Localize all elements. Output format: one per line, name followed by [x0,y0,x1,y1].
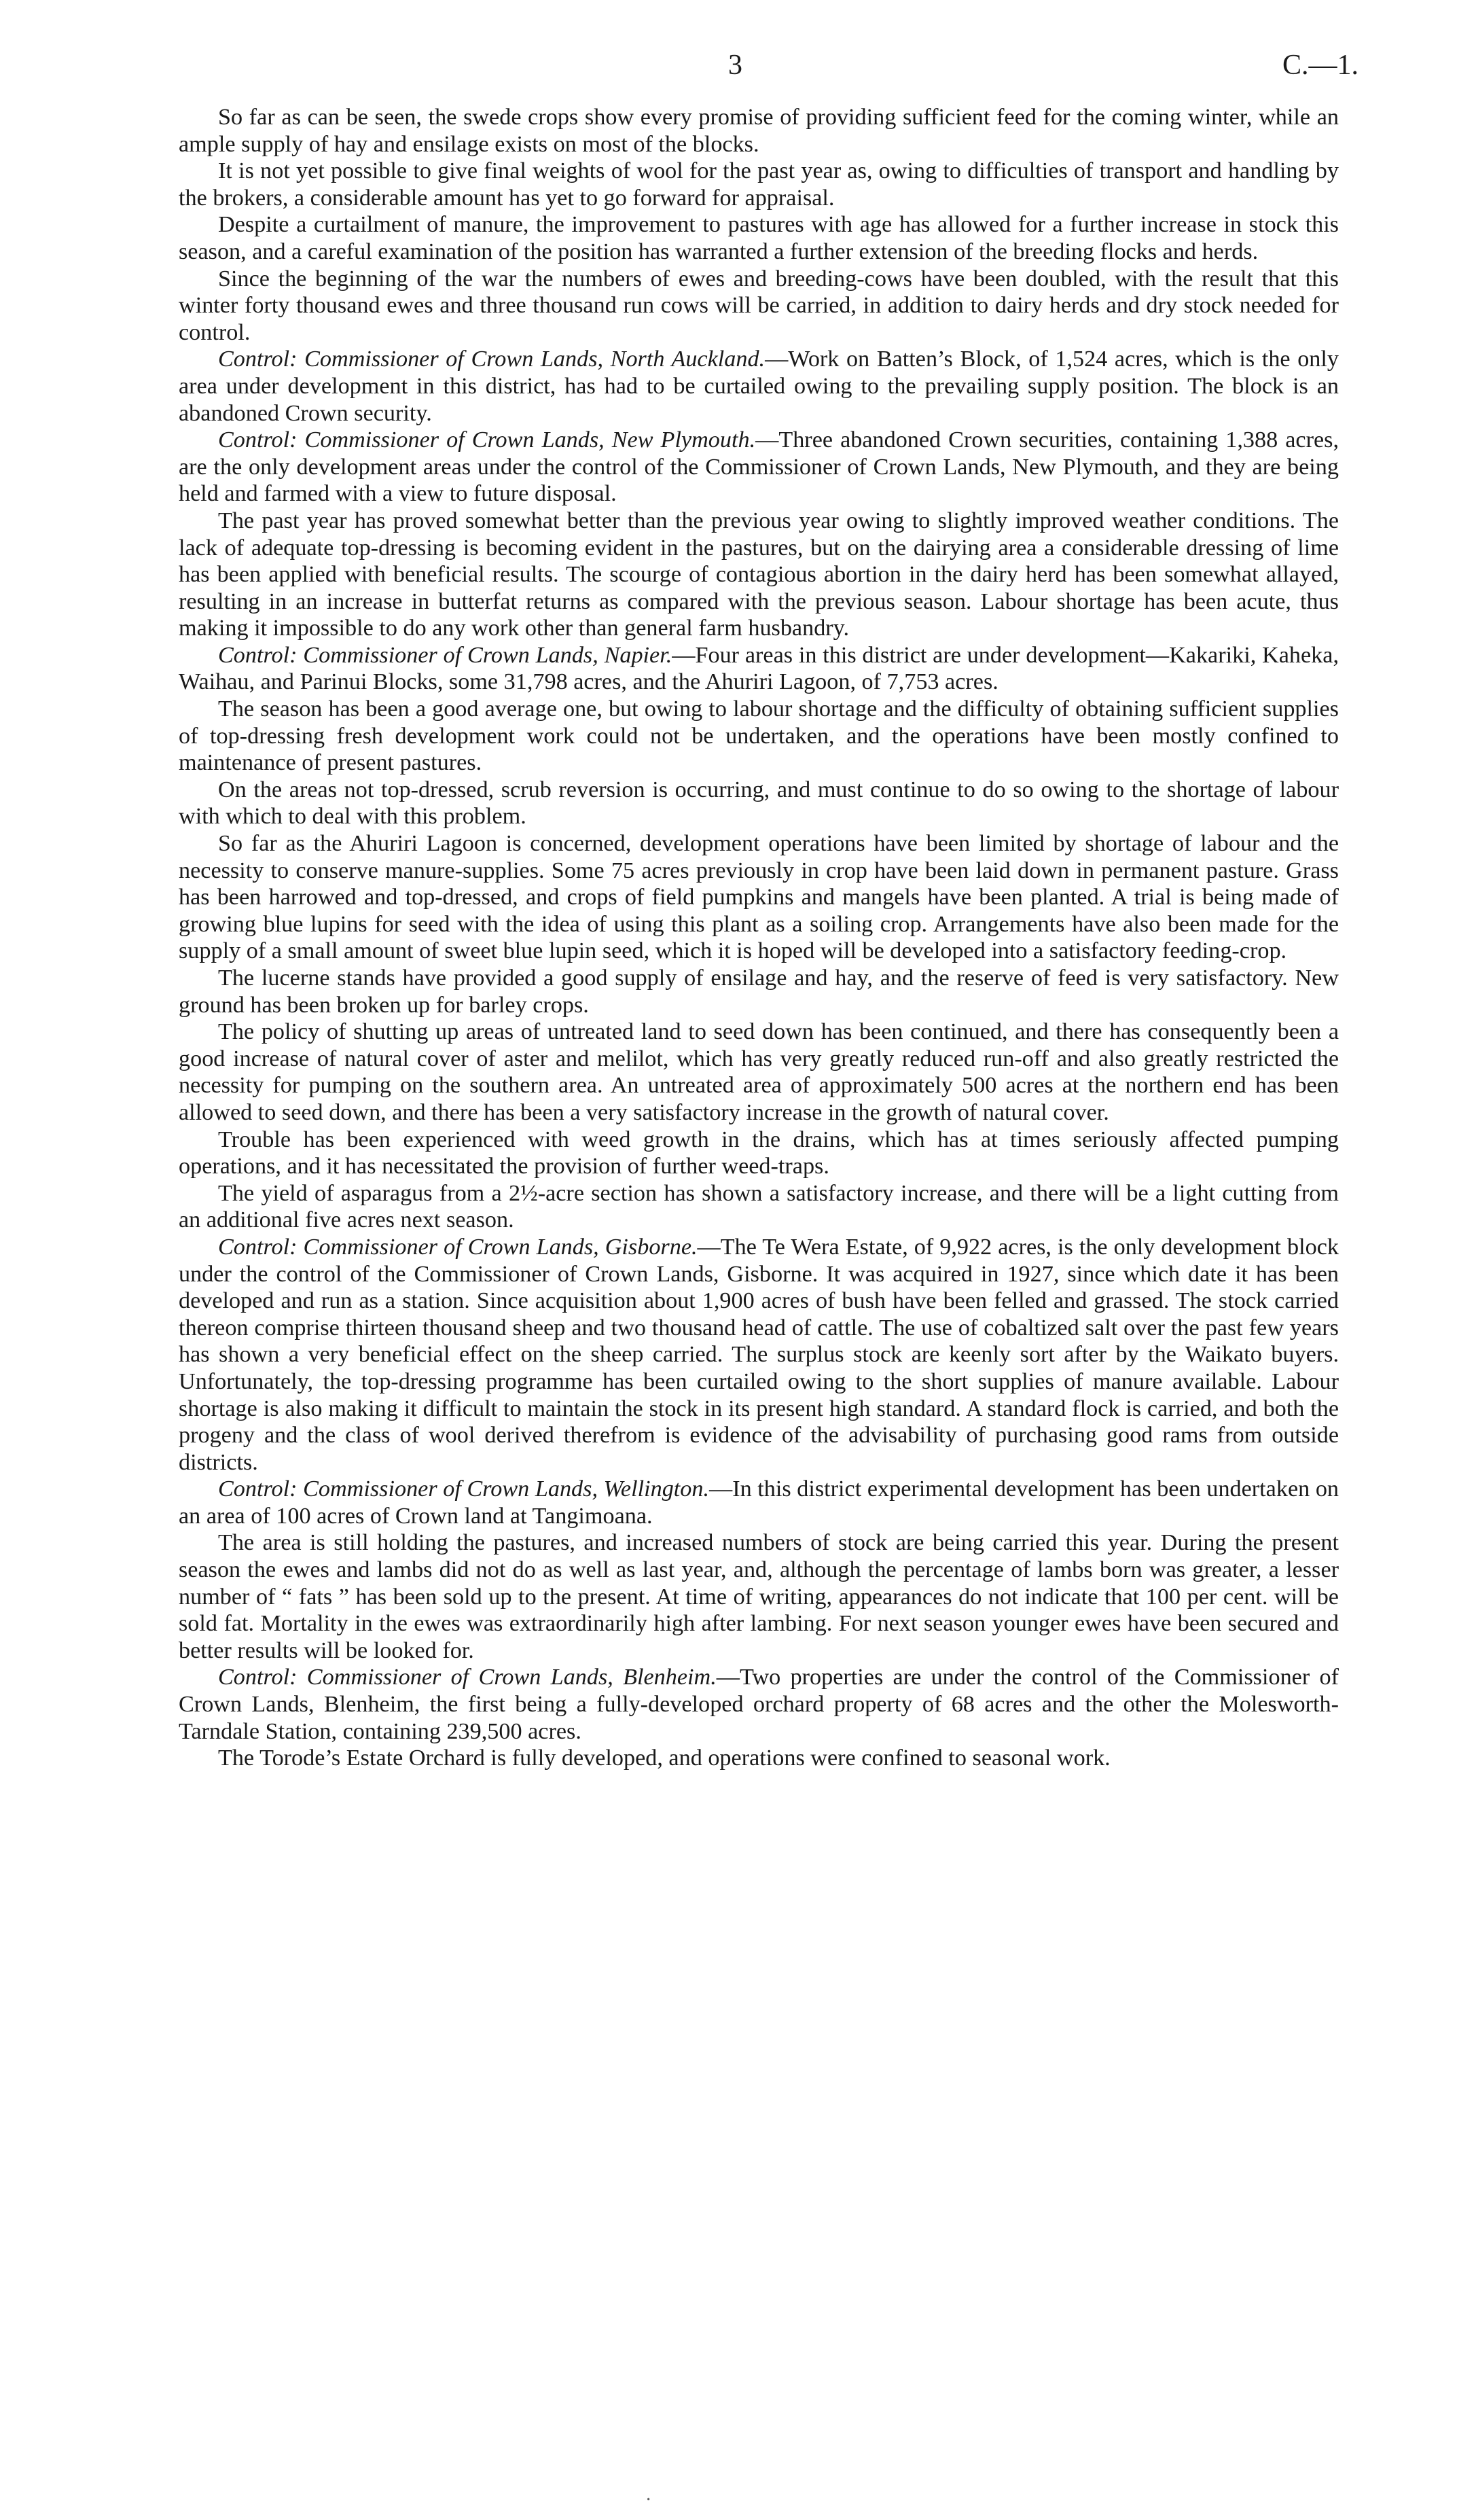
paragraph-text: The lucerne stands have provided a good supply of ensilage and hay, and the reserve of feed is very satisfactory. New ground has been broken up for barley crops. [179,965,1339,1018]
section-heading: Control: Commissioner of Crown Lands, New Plymouth. [218,427,756,453]
paragraph [179,965,1339,1018]
footer-mark: · [645,2489,652,2510]
paragraph-text: The season has been a good average one, but owing to labour shortage and the difficulty of obtaining sufficient supplies of top-dressing fresh development work could not be undertaken, and the operations have been mostly confined to maintenance of present pastures. [179,696,1339,776]
page-number: 3 [728,50,742,81]
paragraph [179,1529,1339,1664]
paragraph-text: Since the beginning of the war the numbers of ewes and breeding-cows have been doubled, with the result that this winter forty thousand ewes and three thousand run cows will be carried, in addition to dairy herds and dry stock needed for control. [179,266,1339,345]
paragraph-text: —Two properties are under the control of the Commissioner of Crown Lands, Blenheim, the first being a fully-developed orchard property of 68 acres and the other the Molesworth-Tarndale Station, containing 239,500 acres. [179,1665,1339,1744]
paragraph-text: —Four areas in this district are under development—Kakariki, Kaheka, Waihau, and Parinui Blocks, some 31,798 acres, and the Ahuriri Lagoon, of 7,753 acres. [179,642,1339,695]
section-paragraph [179,1234,1339,1476]
paragraph-text: On the areas not top-dressed, scrub reversion is occurring, and must continue to do so owing to the shortage of labour with which to deal with this problem. [179,777,1339,830]
paragraph [179,104,1339,158]
paragraph [179,1126,1339,1180]
section-heading: Control: Commissioner of Crown Lands, Napier. [218,642,672,668]
section-heading: Control: Commissioner of Crown Lands, Gisborne. [218,1234,698,1260]
paragraph [179,1018,1339,1126]
paragraph [179,266,1339,347]
paragraph-text: —In this district experimental development has been undertaken on an area of 100 acres of Crown land at Tangimoana. [179,1476,1339,1529]
paragraph-text: The policy of shutting up areas of untreated land to seed down has been continued, and there has consequently been a good increase of natural cover of aster and melilot, which has very greatly reduced run-off and also greatly restricted the necessity for pumping on the southern area. An untreated area of approximately 500 acres at the northern end has been allowed to seed down, and there has been a very satisfactory increase in the growth of natural cover. [179,1019,1339,1125]
paragraph-text: —Three abandoned Crown securities, containing 1,388 acres, are the only development areas under the control of the Commissioner of Crown Lands, New Plymouth, and they are being held and farmed with a view to future disposal. [179,427,1339,507]
paragraph-text: Trouble has been experienced with weed growth in the drains, which has at times seriously affected pumping operations, and it has necessitated the provision of further weed-traps. [179,1126,1339,1179]
paragraph-text: The yield of asparagus from a 2½-acre section has shown a satisfactory increase, and there will be a light cutting from an additional five acres next season. [179,1180,1339,1233]
paragraph-text: —Work on Batten’s Block, of 1,524 acres, which is the only area under development in this district, has had to be curtailed owing to the prevailing supply position. The block is an abandoned Crown security. [179,347,1339,426]
section-paragraph [179,1664,1339,1745]
paragraph-text: So far as the Ahuriri Lagoon is concerned, development operations have been limited by shortage of labour and the necessity to conserve manure-supplies. Some 75 acres previously in crop have been laid down in permanent pasture. Grass has been harrowed and top-dressed, and crops of field pumpkins and mangels have been planted. A trial is being made of growing blue lupins for seed with the idea of using this plant as a soiling crop. Arrangements have also been made for the supply of a small amount of sweet blue lupin seed, which it is hoped will be developed into a satisfactory feeding-crop. [179,831,1339,964]
paragraph-text: It is not yet possible to give final weights of wool for the past year as, owing to difficulties of transport and handling by the brokers, a considerable amount has yet to go forward for appraisal. [179,158,1339,211]
section-paragraph [179,1476,1339,1529]
paragraph-text: The past year has proved somewhat better than the previous year owing to slightly improved weather conditions. The lack of adequate top-dressing is becoming evident in the pastures, but on the dairying area a considerable dressing of lime has been applied with beneficial results. The scourge of contagious abortion in the dairy herd has been somewhat allayed, resulting in an increase in butterfat returns as compared with the previous season. Labour shortage has been acute, thus making it impossible to do any work other than general farm husbandry. [179,508,1339,641]
paragraph [179,158,1339,211]
paragraph [179,1180,1339,1234]
section-paragraph [179,642,1339,696]
paragraph [179,1745,1339,1772]
body-text [179,104,1339,1772]
section-paragraph [179,427,1339,508]
paragraph [179,211,1339,265]
paragraph [179,830,1339,965]
paragraph-text: The area is still holding the pastures, and increased numbers of stock are being carried this year. During the present season the ewes and lambs did not do as well as last year, and, although the percentage of lambs born was greater, a lesser number of “ fats ” has been sold up to the present. At time of writing, appearances do not indicate that 100 per cent. will be sold fat. Mortality in the ewes was extraordinarily high after lambing. For next season younger ewes have been secured and better results will be looked for. [179,1530,1339,1663]
document-code: C.—1. [1282,50,1359,81]
section-heading: Control: Commissioner of Crown Lands, Blenheim. [218,1665,717,1690]
paragraph [179,508,1339,642]
section-heading: Control: Commissioner of Crown Lands, Wellington. [218,1476,710,1502]
paragraph [179,696,1339,777]
paragraph-text: Despite a curtailment of manure, the improvement to pastures with age has allowed for a further increase in stock this season, and a careful examination of the position has warranted a further extension of the breeding flocks and herds. [179,212,1339,264]
paragraph-text: So far as can be seen, the swede crops show every promise of providing sufficient feed for the coming winter, while an ample supply of hay and ensilage exists on most of the blocks. [179,105,1339,157]
paragraph-text: The Torode’s Estate Orchard is fully developed, and operations were confined to seasonal work. [218,1745,1111,1771]
section-heading: Control: Commissioner of Crown Lands, North Auckland. [218,347,766,372]
paragraph [179,777,1339,830]
paragraph-text: —The Te Wera Estate, of 9,922 acres, is the only development block under the control of the Commissioner of Crown Lands, Gisborne. It was acquired in 1927, since which date it has been developed and run as a station. Since acquisition about 1,900 acres of bush have been felled and grassed. The stock carried thereon comprise thirteen thousand sheep and two thousand head of cattle. The use of cobaltized salt over the past few years has shown a very beneficial effect on the sheep carried. The surplus stock are keenly sort after by the Waikato buyers. Unfortunately, the top-dressing programme has been curtailed owing to the short supplies of manure available. Labour shortage is also making it difficult to maintain the stock in its present high standard. A standard flock is carried, and both the progeny and the class of wool derived therefrom is evidence of the advisability of purchasing good rams from outside districts. [179,1234,1339,1475]
section-paragraph [179,346,1339,427]
